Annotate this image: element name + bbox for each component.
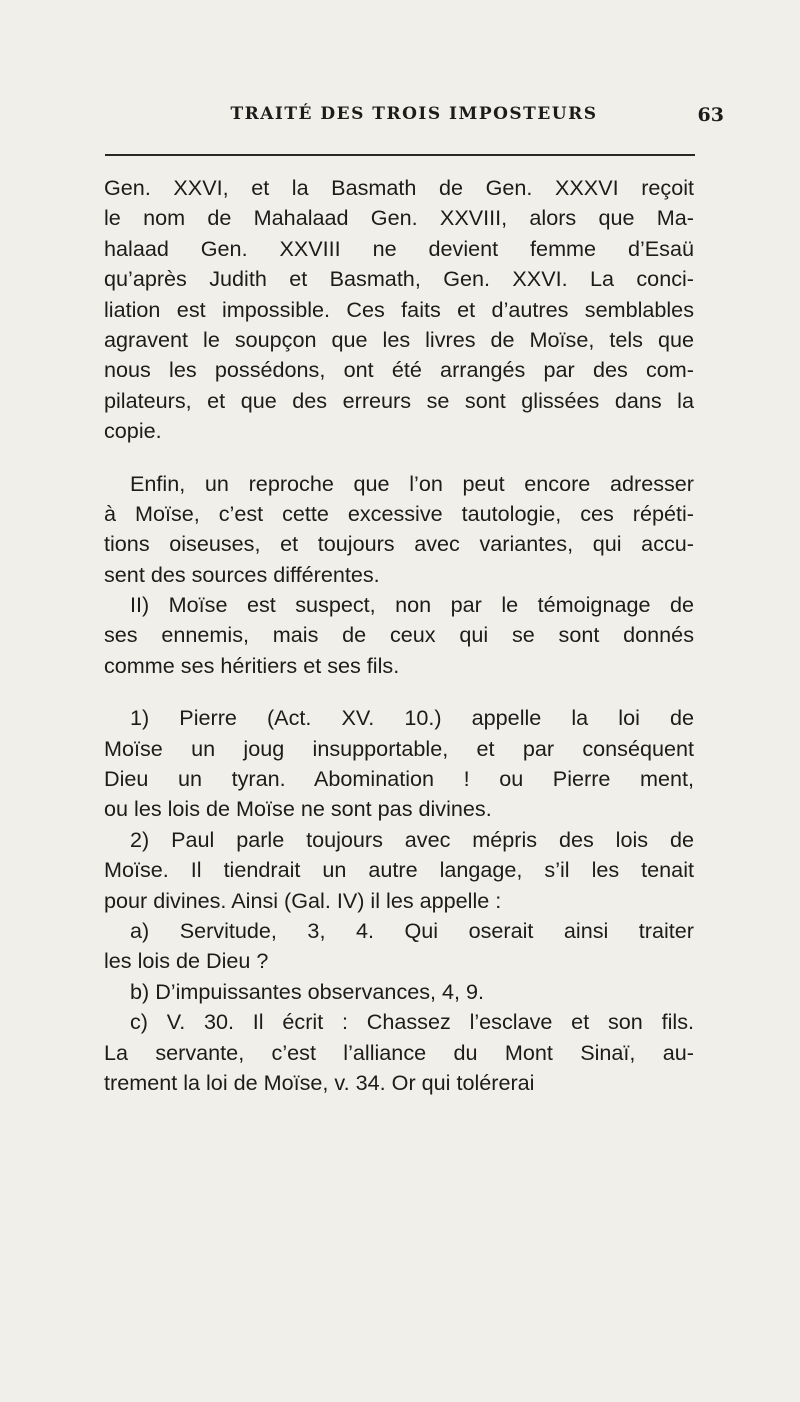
paragraph-continued	[104, 855, 694, 916]
text-line: Gen. XXVI, et la Basmath de Gen. XXXVI reçoit	[104, 175, 694, 200]
paragraph	[104, 469, 694, 499]
text-line: agravent le soupçon que les livres de Moïse, tels que	[104, 326, 694, 352]
text-line: ses ennemis, mais de ceux qui se sont donnés	[104, 622, 694, 648]
text-line: 2) Paul parle toujours avec mépris des lois de	[130, 826, 694, 852]
paragraph-continued	[104, 620, 694, 681]
text-line: 1) Pierre (Act. XV. 10.) appelle la loi de	[130, 705, 694, 731]
paragraph	[104, 1007, 694, 1037]
text-line: trement la loi de Moïse, v. 34. Or qui tolérerai	[104, 1069, 535, 1095]
text-line: Dieu un tyran. Abomination ! ou Pierre ment,	[104, 766, 694, 792]
text-line: b) D’impuissantes observances, 4, 9.	[130, 978, 485, 1004]
paragraph-continued	[104, 1038, 694, 1099]
text-line: pour divines. Ainsi (Gal. IV) il les appelle :	[104, 887, 502, 913]
text-line: Moïse. Il tiendrait un autre langage, s’il les tenait	[104, 857, 694, 883]
text-line: c) V. 30. Il écrit : Chassez l’esclave et son fils.	[130, 1009, 694, 1035]
paragraph	[104, 173, 694, 447]
text-line: le nom de Mahalaad Gen. XXVIII, alors que Ma-	[104, 205, 694, 231]
page-header	[148, 104, 724, 144]
text-line: La servante, c’est l’alliance du Mont Sinaï, au-	[104, 1039, 694, 1065]
page-number: 63	[697, 104, 724, 126]
text-line: Moïse un joug insupportable, et par conséquent	[104, 735, 694, 761]
text-line: pilateurs, et que des erreurs se sont glissées dans la	[104, 387, 694, 413]
paragraph	[104, 916, 694, 946]
paragraph-continued	[104, 499, 694, 590]
text-line: liation est impossible. Ces faits et d’autres semblables	[104, 296, 694, 322]
text-line: copie.	[104, 418, 162, 444]
paragraph	[104, 825, 694, 855]
text-line: comme ses héritiers et ses fils.	[104, 652, 400, 678]
paragraph	[104, 703, 694, 733]
text-line: à Moïse, c’est cette excessive tautologie, ces répéti-	[104, 500, 694, 526]
text-line: sent des sources différentes.	[104, 561, 380, 587]
text-line: Enfin, un reproche que l’on peut encore adresser	[130, 470, 694, 496]
text-line: a) Servitude, 3, 4. Qui oserait ainsi traiter	[130, 917, 694, 943]
text-line: qu’après Judith et Basmath, Gen. XXVI. La conci-	[104, 266, 694, 292]
paragraph	[104, 590, 694, 620]
running-title: TRAITÉ DES TROIS IMPOSTEURS	[230, 104, 598, 124]
text-line: tions oiseuses, et toujours avec variantes, qui accu-	[104, 531, 694, 557]
paragraph-continued	[104, 734, 694, 825]
text-line: halaad Gen. XXVIII ne devient femme d’Esaü	[104, 235, 694, 261]
header-rule	[105, 154, 695, 156]
text-line: nous les possédons, ont été arrangés par des com-	[104, 357, 694, 383]
text-line: ou les lois de Moïse ne sont pas divines.	[104, 796, 492, 822]
body-text	[104, 173, 694, 1098]
text-line: II) Moïse est suspect, non par le témoignage de	[130, 592, 694, 618]
paragraph	[104, 977, 694, 1007]
paragraph-gap	[104, 681, 694, 703]
paragraph-continued	[104, 946, 694, 976]
paragraph-gap	[104, 447, 694, 469]
text-line: les lois de Dieu ?	[104, 948, 269, 974]
